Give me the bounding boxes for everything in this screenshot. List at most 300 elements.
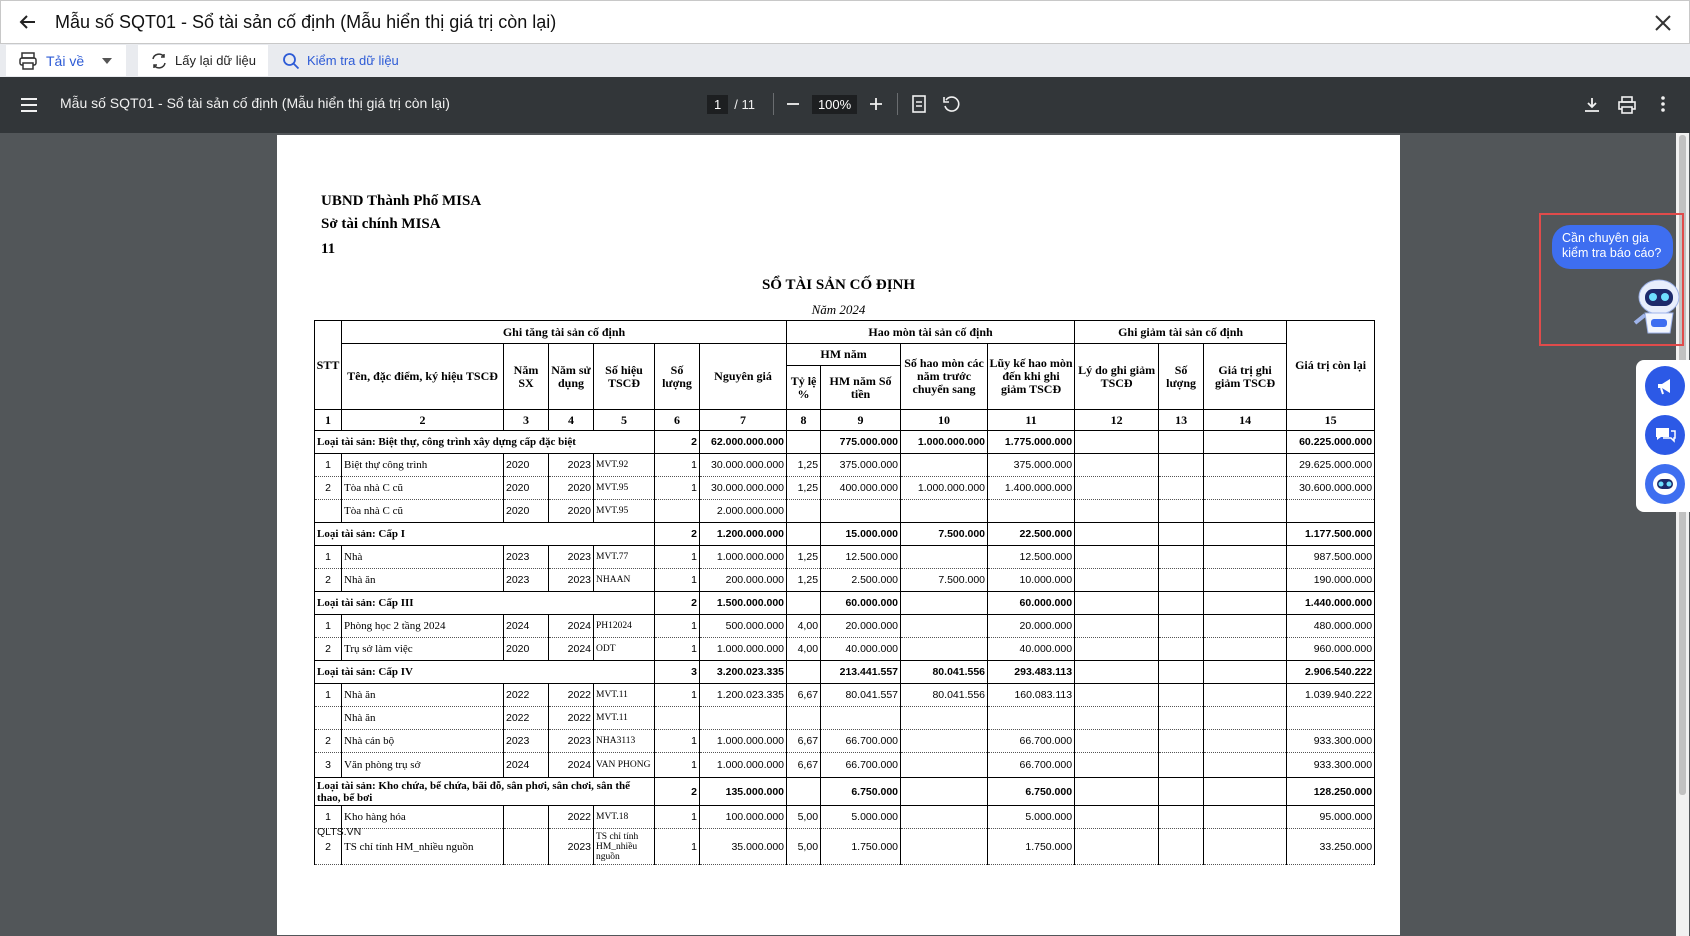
cell-name: Nhà ăn [342,569,504,592]
more-icon[interactable] [1661,96,1665,112]
printer-icon [18,51,38,71]
asset-group-row [315,661,1375,684]
header-hm-year: HM năm [787,344,901,366]
header-prev-depreciation: Số hao mòn các năm trước chuyển sang [901,344,988,410]
cell-quantity: 1 [655,806,700,829]
cell-quantity: 1 [655,684,700,707]
cell-hm-amount: 6.750.000 [821,778,901,806]
cell-stt: 2 [315,477,342,500]
cell-rate [787,778,821,806]
cell-stt [315,500,342,523]
cell-decrease-qty [1159,707,1204,730]
cell-cost: 35.000.000 [700,829,787,865]
cell-hm-amount: 2.500.000 [821,569,901,592]
cell-decrease-value [1204,661,1287,684]
cell-accumulated: 1.775.000.000 [988,431,1075,454]
asset-row [315,500,1375,523]
cell-decrease-qty [1159,806,1204,829]
cell-stt: 2 [315,638,342,661]
column-number: 9 [821,410,901,431]
page-number-input[interactable]: 1 [707,95,728,114]
cell-decrease-reason [1075,523,1159,546]
cell-hm-amount: 40.000.000 [821,638,901,661]
cell-cost: 30.000.000.000 [700,454,787,477]
header-year-mfg: Năm SX [504,344,549,410]
header-quantity: Số lượng [655,344,700,410]
cell-code: TS chỉ tính HM_nhiều nguồn [594,829,655,865]
asset-group-row [315,431,1375,454]
cell-remaining: 190.000.000 [1287,569,1375,592]
cell-name: TS chỉ tính HM_nhiều nguồn [342,829,504,865]
cell-cost: 62.000.000.000 [700,431,787,454]
cell-year-mfg [504,829,549,865]
table-body [315,431,1375,865]
cell-year-use: 2024 [549,615,594,638]
cell-quantity: 2 [655,778,700,806]
toolbar-divider [773,93,774,115]
group-name: Loại tài sản: Kho chứa, bể chứa, bãi đỗ, sân phơi, sân chơi, sân thể thao, bể bơi [315,778,655,806]
asset-row [315,806,1375,829]
header-remaining-value: Giá trị còn lại [1287,321,1375,410]
cell-cost [700,707,787,730]
cell-decrease-qty [1159,454,1204,477]
cell-accumulated: 20.000.000 [988,615,1075,638]
cell-name: Tòa nhà C cũ [342,477,504,500]
cell-decrease-value [1204,431,1287,454]
cell-remaining: 1.440.000.000 [1287,592,1375,615]
cell-year-use: 2023 [549,546,594,569]
cell-decrease-qty [1159,615,1204,638]
column-number: 14 [1204,410,1287,431]
cell-cost: 1.200.000.000 [700,523,787,546]
cell-hm-amount: 1.750.000 [821,829,901,865]
cell-year-mfg: 2020 [504,500,549,523]
fixed-assets-table [314,320,1375,865]
group-name: Loại tài sản: Biệt thự, công trình xây dựng cấp đặc biệt [315,431,655,454]
asset-group-row [315,592,1375,615]
close-icon[interactable] [1651,11,1675,35]
footer-brand: QLTS.VN [317,826,362,838]
cell-year-use: 2023 [549,829,594,865]
column-number: 11 [988,410,1075,431]
cell-quantity [655,500,700,523]
cell-name: Trụ sở làm việc [342,638,504,661]
unit-code: 11 [321,241,336,257]
cell-decrease-reason [1075,829,1159,865]
cell-year-use: 2024 [549,638,594,661]
cell-decrease-qty [1159,778,1204,806]
document-year: Năm 2024 [811,302,866,317]
cell-rate: 1,25 [787,477,821,500]
header-depreciation-group: Hao mòn tài sản cố định [787,321,1075,344]
cell-name: Nhà ăn [342,707,504,730]
cell-accumulated: 22.500.000 [988,523,1075,546]
cell-decrease-reason [1075,615,1159,638]
cell-stt: 1 [315,684,342,707]
chat-bubble[interactable]: Cần chuyên gia kiểm tra báo cáo? [1552,225,1673,269]
cell-accumulated: 66.700.000 [988,730,1075,753]
cell-quantity: 1 [655,638,700,661]
cell-year-mfg: 2023 [504,569,549,592]
toolbar-divider [897,93,898,115]
cell-quantity: 1 [655,546,700,569]
cell-decrease-value [1204,615,1287,638]
column-number: 10 [901,410,988,431]
minus-icon[interactable] [786,97,800,111]
cell-name: Nhà cán bộ [342,730,504,753]
cell-decrease-reason [1075,753,1159,778]
cell-quantity: 1 [655,753,700,778]
cell-hm-amount: 5.000.000 [821,806,901,829]
assistant-button[interactable] [1645,464,1685,504]
group-name: Loại tài sản: Cấp III [315,592,655,615]
pdf-viewport[interactable] [0,133,1690,936]
back-arrow-icon[interactable] [1,0,55,44]
chevron-down-icon [102,58,112,64]
download-button[interactable] [6,45,126,76]
header-hm-amount: HM năm Số tiền [821,366,901,410]
cell-year-mfg [504,806,549,829]
cell-quantity: 3 [655,661,700,684]
cell-decrease-value [1204,753,1287,778]
cell-rate: 1,25 [787,569,821,592]
cell-cost: 135.000.000 [700,778,787,806]
cell-cost: 1.000.000.000 [700,638,787,661]
cell-decrease-reason [1075,638,1159,661]
cell-accumulated [988,707,1075,730]
cell-year-use: 2020 [549,500,594,523]
cell-cost: 100.000.000 [700,806,787,829]
side-action-panel [1636,360,1690,512]
cell-year-use: 2022 [549,806,594,829]
refresh-icon [150,52,168,70]
page-navigator [707,93,960,115]
cell-prev-depreciation [901,454,988,477]
cell-decrease-qty [1159,684,1204,707]
cell-decrease-reason [1075,806,1159,829]
cell-prev-depreciation [901,638,988,661]
column-number: 3 [504,410,549,431]
header-decrease-qty: Số lượng [1159,344,1204,410]
cell-decrease-reason [1075,730,1159,753]
column-number: 6 [655,410,700,431]
search-icon [282,52,300,70]
cell-decrease-value [1204,806,1287,829]
cell-accumulated: 12.500.000 [988,546,1075,569]
asset-row [315,829,1375,865]
cell-rate [787,661,821,684]
cell-stt: 1 [315,454,342,477]
cell-name: Phòng học 2 tầng 2024 [342,615,504,638]
asset-row [315,684,1375,707]
cell-year-mfg: 2022 [504,684,549,707]
download-icon[interactable] [1584,97,1600,113]
cell-rate [787,523,821,546]
cell-prev-depreciation [901,753,988,778]
cell-decrease-qty [1159,592,1204,615]
cell-cost: 1.000.000.000 [700,730,787,753]
zoom-input[interactable]: 100% [812,95,857,114]
cell-code: MVT.77 [594,546,655,569]
cell-hm-amount: 400.000.000 [821,477,901,500]
check-data-button[interactable] [272,45,409,76]
asset-row [315,638,1375,661]
cell-stt [315,707,342,730]
cell-decrease-reason [1075,778,1159,806]
cell-hm-amount: 15.000.000 [821,523,901,546]
header-accumulated: Lũy kế hao mòn đến khi ghi giảm TSCĐ [988,344,1075,410]
cell-code: NHA3113 [594,730,655,753]
cell-cost: 1.500.000.000 [700,592,787,615]
cell-quantity: 1 [655,615,700,638]
column-number: 4 [549,410,594,431]
cell-decrease-reason [1075,546,1159,569]
asset-row [315,477,1375,500]
reload-data-label: Lấy lại dữ liệu [175,53,256,68]
column-number: 1 [315,410,342,431]
cell-hm-amount: 375.000.000 [821,454,901,477]
cell-stt: 1 [315,615,342,638]
cell-decrease-value [1204,454,1287,477]
column-number: 8 [787,410,821,431]
chat-button[interactable] [1645,415,1685,455]
cell-remaining: 960.000.000 [1287,638,1375,661]
download-label: Tải về [46,52,85,69]
cell-prev-depreciation [901,806,988,829]
megaphone-icon [1655,376,1675,396]
pdf-title: Mẫu số SQT01 - Sổ tài sản cố định (Mẫu hiển thị giá trị còn lại) [60,95,450,111]
cell-stt: 2 [315,730,342,753]
cell-decrease-reason [1075,707,1159,730]
action-toolbar [0,44,1690,77]
cell-decrease-value [1204,778,1287,806]
cell-cost: 1.000.000.000 [700,546,787,569]
fit-page-icon[interactable] [912,95,926,113]
check-data-label: Kiểm tra dữ liệu [306,53,399,68]
cell-prev-depreciation [901,707,988,730]
cell-accumulated: 6.750.000 [988,778,1075,806]
cell-decrease-reason [1075,500,1159,523]
plus-icon[interactable] [869,97,883,111]
cell-decrease-value [1204,500,1287,523]
cell-prev-depreciation: 1.000.000.000 [901,477,988,500]
cell-remaining: 2.906.540.222 [1287,661,1375,684]
cell-quantity: 2 [655,431,700,454]
header-rate: Tỷ lệ % [787,366,821,410]
cell-code: NHAAN [594,569,655,592]
cell-code: MVT.92 [594,454,655,477]
header-cost: Nguyên giá [700,344,787,410]
header-decrease-group: Ghi giảm tài sản cố định [1075,321,1287,344]
cell-decrease-qty [1159,477,1204,500]
cell-quantity: 1 [655,477,700,500]
column-number: 15 [1287,410,1375,431]
cell-year-use: 2023 [549,569,594,592]
cell-rate: 5,00 [787,806,821,829]
cell-code: MVT.11 [594,684,655,707]
cell-hm-amount: 12.500.000 [821,546,901,569]
cell-name: Nhà [342,546,504,569]
cell-name: Tòa nhà C cũ [342,500,504,523]
robot-icon [1651,471,1679,497]
cell-rate: 1,25 [787,546,821,569]
cell-prev-depreciation [901,500,988,523]
cell-year-mfg: 2022 [504,707,549,730]
cell-remaining: 60.225.000.000 [1287,431,1375,454]
cell-year-use: 2024 [549,753,594,778]
header-stt: STT [315,321,342,410]
cell-rate [787,707,821,730]
cell-year-mfg: 2024 [504,615,549,638]
cell-decrease-reason [1075,454,1159,477]
cell-prev-depreciation [901,615,988,638]
cell-decrease-value [1204,707,1287,730]
cell-hm-amount: 66.700.000 [821,753,901,778]
cell-decrease-value [1204,523,1287,546]
cell-name: Nhà ăn [342,684,504,707]
cell-quantity: 1 [655,730,700,753]
cell-remaining: 1.039.940.222 [1287,684,1375,707]
reload-data-button[interactable] [138,45,268,76]
cell-rate: 6,67 [787,753,821,778]
announcement-button[interactable] [1645,366,1685,406]
asset-row [315,707,1375,730]
org-name: UBND Thành Phố MISA [321,193,482,209]
menu-icon[interactable] [21,98,37,112]
asset-row [315,454,1375,477]
cell-decrease-value [1204,638,1287,661]
cell-code: ODT [594,638,655,661]
cell-rate: 5,00 [787,829,821,865]
cell-accumulated: 293.483.113 [988,661,1075,684]
cell-decrease-reason [1075,661,1159,684]
cell-cost: 200.000.000 [700,569,787,592]
cell-remaining: 987.500.000 [1287,546,1375,569]
cell-hm-amount: 80.041.557 [821,684,901,707]
cell-year-use: 2020 [549,477,594,500]
cell-decrease-qty [1159,753,1204,778]
asset-row [315,753,1375,778]
header-decrease-value: Giá trị ghi giảm TSCĐ [1204,344,1287,410]
cell-remaining: 480.000.000 [1287,615,1375,638]
cell-decrease-value [1204,829,1287,865]
group-name: Loại tài sản: Cấp I [315,523,655,546]
cell-rate: 1,25 [787,454,821,477]
cell-year-mfg: 2020 [504,638,549,661]
cell-decrease-value [1204,684,1287,707]
group-name: Loại tài sản: Cấp IV [315,661,655,684]
cell-decrease-value [1204,569,1287,592]
cell-year-use: 2022 [549,684,594,707]
cell-code: MVT.95 [594,500,655,523]
cell-rate [787,500,821,523]
expert-chat-widget[interactable] [1539,213,1684,346]
cell-accumulated: 160.083.113 [988,684,1075,707]
column-number: 7 [700,410,787,431]
cell-remaining [1287,500,1375,523]
cell-prev-depreciation: 7.500.000 [901,569,988,592]
asset-row [315,546,1375,569]
cell-stt: 2 [315,569,342,592]
header-asset-code: Số hiệu TSCĐ [594,344,655,410]
robot-icon[interactable] [1631,275,1683,337]
cell-hm-amount: 775.000.000 [821,431,901,454]
cell-quantity: 2 [655,592,700,615]
cell-code: VAN PHONG [594,753,655,778]
cell-decrease-qty [1159,661,1204,684]
window-titlebar [0,0,1690,44]
column-number: 2 [342,410,504,431]
cell-remaining: 1.177.500.000 [1287,523,1375,546]
cell-rate: 4,00 [787,615,821,638]
cell-code: PH12024 [594,615,655,638]
cell-decrease-value [1204,477,1287,500]
cell-quantity: 1 [655,829,700,865]
cell-year-use: 2023 [549,454,594,477]
cell-code: MVT.95 [594,477,655,500]
pdf-page [277,135,1400,935]
cell-prev-depreciation [901,592,988,615]
asset-row [315,569,1375,592]
cell-prev-depreciation [901,730,988,753]
cell-quantity: 2 [655,523,700,546]
cell-accumulated: 60.000.000 [988,592,1075,615]
column-number: 5 [594,410,655,431]
cell-hm-amount: 66.700.000 [821,730,901,753]
cell-stt: 1 [315,546,342,569]
cell-prev-depreciation [901,546,988,569]
cell-prev-depreciation: 80.041.556 [901,661,988,684]
cell-decrease-value [1204,546,1287,569]
header-increase-group: Ghi tăng tài sản cố định [342,321,787,344]
header-decrease-reason: Lý do ghi giảm TSCĐ [1075,344,1159,410]
cell-cost: 2.000.000.000 [700,500,787,523]
asset-group-row [315,778,1375,806]
cell-prev-depreciation: 1.000.000.000 [901,431,988,454]
cell-remaining: 933.300.000 [1287,753,1375,778]
cell-decrease-reason [1075,477,1159,500]
cell-cost: 3.200.023.335 [700,661,787,684]
cell-year-mfg: 2023 [504,730,549,753]
window-title: Mẫu số SQT01 - Sổ tài sản cố định (Mẫu hiển thị giá trị còn lại) [55,11,557,32]
page-total: / 11 [734,96,755,112]
header-year-use: Năm sử dụng [549,344,594,410]
cell-code: MVT.18 [594,806,655,829]
asset-group-row [315,523,1375,546]
header-asset-name: Tên, đặc điểm, ký hiệu TSCĐ [342,344,504,410]
cell-remaining: 33.250.000 [1287,829,1375,865]
cell-cost: 1.000.000.000 [700,753,787,778]
cell-rate: 4,00 [787,638,821,661]
cell-stt: 1 [315,806,342,829]
cell-accumulated: 40.000.000 [988,638,1075,661]
print-icon[interactable] [1618,96,1636,114]
cell-name: Kho hàng hóa [342,806,504,829]
asset-row [315,615,1375,638]
cell-remaining: 933.300.000 [1287,730,1375,753]
cell-remaining: 30.600.000.000 [1287,477,1375,500]
cell-accumulated: 1.400.000.000 [988,477,1075,500]
cell-decrease-qty [1159,569,1204,592]
cell-accumulated: 1.750.000 [988,829,1075,865]
pdf-viewer-toolbar [0,77,1690,133]
rotate-icon[interactable] [942,95,960,113]
cell-year-mfg: 2020 [504,454,549,477]
chat-icon [1654,425,1676,445]
cell-decrease-qty [1159,829,1204,865]
cell-prev-depreciation: 7.500.000 [901,523,988,546]
cell-decrease-value [1204,592,1287,615]
